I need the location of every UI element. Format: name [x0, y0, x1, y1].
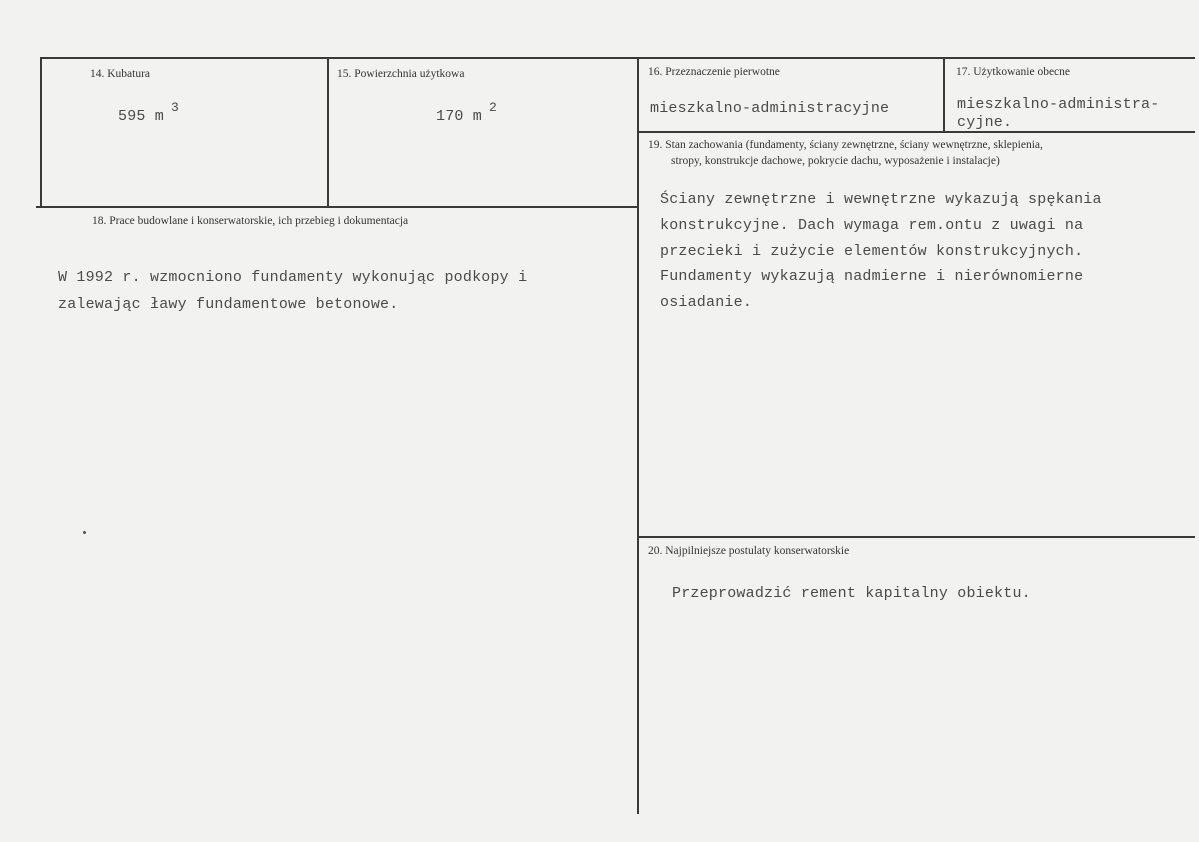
field-19-label-line-2: stropy, konstrukcje dachowe, pokrycie dachu, wyposażenie i instalacje) [671, 155, 1000, 167]
field-17-line-1: mieszkalno-administra- [957, 96, 1160, 113]
field-15-unit-exponent: 2 [489, 100, 497, 115]
divider-16-17 [943, 57, 945, 132]
divider-14-15 [327, 57, 329, 208]
rule-above-20 [637, 536, 1195, 538]
field-19-line-1: Ściany zewnętrzne i wewnętrzne wykazują spękania [660, 191, 1102, 208]
field-16-value: mieszkalno-administracyjne [650, 100, 890, 117]
rule-under-16-17 [637, 131, 1195, 133]
field-20-value: Przeprowadzić rement kapitalny obiektu. [672, 585, 1031, 602]
field-18-label: 18. Prace budowlane i konserwatorskie, ich przebieg i dokumentacja [92, 215, 409, 227]
field-14-value: 595 m [118, 108, 165, 125]
field-17-line-2: cyjne. [957, 114, 1013, 131]
field-19-line-2: konstrukcyjne. Dach wymaga rem.ontu z uwagi na [660, 217, 1084, 234]
field-19-label-line-1: 19. Stan zachowania (fundamenty, ściany zewnętrzne, ściany wewnętrzne, sklepienia, [648, 139, 1043, 151]
field-14-unit-exponent: 3 [171, 100, 179, 115]
field-19-line-3: przecieki i zużycie elementów konstrukcyjnych. [660, 243, 1084, 260]
left-rule-top [40, 57, 42, 208]
field-16-label: 16. Przeznaczenie pierwotne [648, 66, 780, 78]
divider-center [637, 57, 639, 814]
top-rule [40, 57, 1195, 59]
field-18-line-1: W 1992 r. wzmocniono fundamenty wykonując podkopy i [58, 269, 528, 286]
field-14-label: 14. Kubatura [90, 68, 151, 80]
paper-speck [83, 531, 86, 534]
field-19-line-5: osiadanie. [660, 294, 753, 311]
field-15-value: 170 m [436, 108, 483, 125]
field-15-label: 15. Powierzchnia użytkowa [337, 68, 465, 80]
field-20-label: 20. Najpilniejsze postulaty konserwatorskie [648, 545, 850, 557]
field-17-label: 17. Użytkowanie obecne [956, 66, 1071, 78]
field-18-line-2: zalewając ławy fundamentowe betonowe. [58, 296, 399, 313]
rule-under-14-15 [36, 206, 638, 208]
field-19-line-4: Fundamenty wykazują nadmierne i nierównomierne [660, 268, 1084, 285]
